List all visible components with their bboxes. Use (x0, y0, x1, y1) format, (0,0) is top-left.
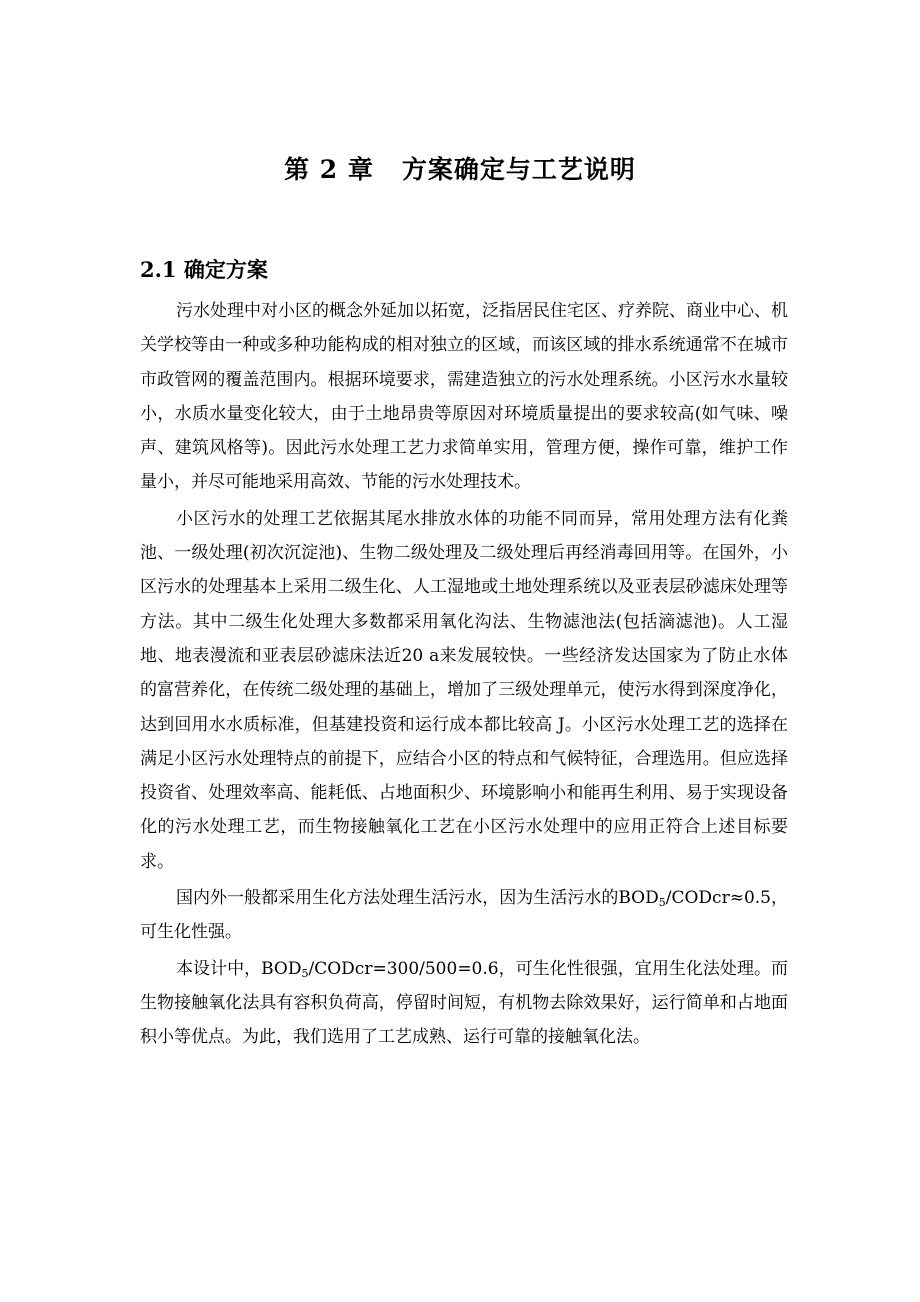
paragraph-3-text-b: /CODcr≈0.5，可生化性强。 (140, 888, 788, 943)
chapter-number: 第 2 章 (284, 155, 374, 184)
paragraph-4-text-b: /CODcr=300/500=0.6，可生化性很强，宜用生化法处理。而生物接触氧化法具有容积负荷高，停留时间短，有机物去除效果好，运行简单和占地面积小等优点。为此，我们选用了工艺成熟、运行可靠的接触氧化法。 (140, 958, 788, 1048)
paragraph-3-text-a: 国内外一般都采用生化方法处理生活污水，因为生活污水的BOD (176, 888, 659, 909)
paragraph-1: 污水处理中对小区的概念外延加以拓宽，泛指居民住宅区、疗养院、商业中心、机关学校等由一种或多种功能构成的相对独立的区域，而该区域的排水系统通常不在城市市政管网的覆盖范围内。根据环境要求，需建造独立的污水处理系统。小区污水水量较小，水质水量变化较大，由于土地昂贵等原因对环境质量提出的要求较高(如气味、噪声、建筑风格等)。因此污水处理工艺力求简单实用，管理方便，操作可靠，维护工作量小，并尽可能地采用高效、节能的污水处理技术。 (140, 301, 788, 493)
chapter-title (0, 150, 920, 186)
paragraph-2: 小区污水的处理工艺依据其尾水排放水体的功能不同而异，常用处理方法有化粪池、一级处理(初次沉淀池)、生物二级处理及二级处理后再经消毒回用等。在国外，小区污水的处理基本上采用二级生化、人工湿地或土地处理系统以及亚表层砂滤床处理等方法。其中二级生化处理大多数都采用氧化沟法、生物滤池法(包括滴滤池)。人工湿地、地表漫流和亚表层砂滤床法近20 a来发展较快。一些经济发达国家为了防止水体的富营养化，在传统二级处理的基础上，增加了三级处理单元，使污水得到深度净化，达到回用水水质标准，但基建投资和运行成本都比较高 J。小区污水处理工艺的选择在满足小区污水处理特点的前提下，应结合小区的特点和气候特征，合理选用。但应选择投资省、处理效率高、能耗低、占地面积少、环境影响小和能再生利用、易于实现设备化的污水处理工艺，而生物接触氧化工艺在小区污水处理中的应用正符合上述目标要求。 (140, 508, 788, 872)
paragraph-4 (140, 952, 788, 1055)
paragraph-3 (140, 881, 788, 950)
paragraph-3-subscript: 5 (658, 896, 666, 910)
chapter-name: 方案确定与工艺说明 (401, 155, 636, 184)
section-heading: 2.1 确定方案 (140, 257, 268, 282)
paragraph-4-subscript: 5 (301, 966, 309, 980)
paragraph-4-text-a: 本设计中，BOD (176, 958, 302, 979)
body-text (140, 294, 788, 1057)
